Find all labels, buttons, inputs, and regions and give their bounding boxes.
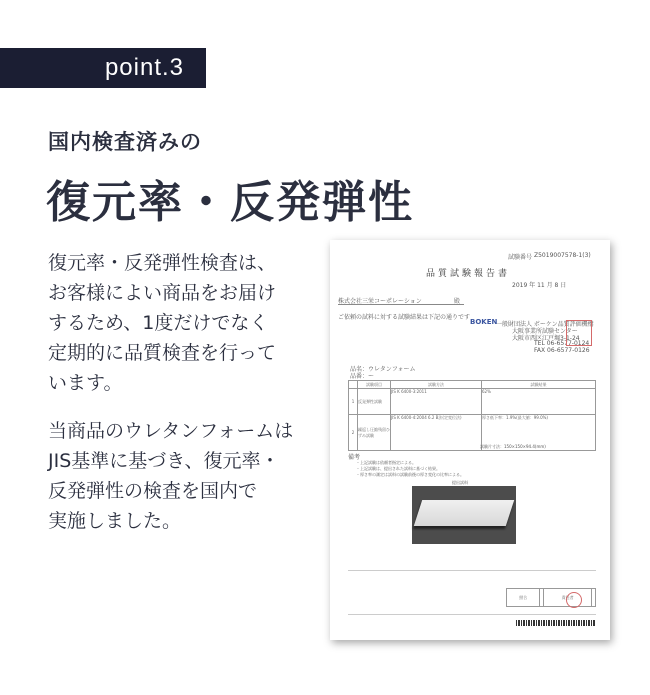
section-title: 復元率・反発弾性	[46, 177, 414, 228]
text-line: するため、1度だけでなく	[48, 312, 269, 334]
paragraph-urethane	[48, 416, 293, 536]
divider	[348, 614, 596, 615]
header-result: 試験結果	[482, 381, 596, 389]
test-report-document	[330, 240, 610, 640]
sign-label: 照合	[507, 589, 540, 607]
note-line: ・上記試験は依頼者指定による。	[356, 460, 416, 465]
document-title: 品質試験報告書	[426, 269, 511, 279]
org-logo: BOKEN	[470, 318, 498, 326]
fax: FAX 06-6577-0126	[534, 347, 590, 354]
text-line: 定期的に品質検査を行って	[48, 342, 277, 364]
row-number: 2	[349, 415, 358, 451]
approval-seal-stamp	[566, 592, 582, 608]
row-method: JIS K 6400-3:2011	[391, 389, 482, 415]
text-line: 反発弾性の検査を国内で	[48, 480, 258, 502]
text-line: お客様によい商品をお届け	[48, 282, 277, 304]
row-item: 反発弾性試験	[358, 389, 391, 415]
text-line: JIS基準に基づき、復元率・	[48, 450, 280, 472]
notes-label: 備考	[348, 454, 361, 461]
tel: TEL 06-6577-0124	[534, 340, 590, 347]
row-number: 1	[349, 389, 358, 415]
item-number: 品番：ー	[350, 373, 375, 380]
text-line: 実施しました。	[48, 510, 182, 532]
divider	[348, 570, 596, 571]
report-date: 2019 年 11 月 8 日	[512, 282, 567, 289]
report-no: Z5019007578-1(3)	[534, 252, 591, 259]
row-result: 厚さ低下率：1.9%(最大値：99.0%)	[482, 415, 596, 451]
paragraph-inspection	[48, 248, 276, 398]
report-no-label: 試験番号	[508, 254, 533, 261]
point-label: point.3	[104, 54, 184, 81]
row-method: JIS K 6400-4:2004 6.2 B法(定変位法)	[391, 415, 482, 451]
org-branch: 大阪事業所試験センター	[512, 328, 578, 335]
barcode	[516, 620, 596, 626]
org-address: 大阪市西区江戸堀3-1-24	[512, 335, 580, 342]
section-subtitle: 国内検査済みの	[48, 130, 202, 154]
row-result: 62%	[482, 389, 596, 415]
addressee-suffix: 殿	[454, 298, 461, 305]
sign-label: 責任者	[544, 589, 592, 607]
note-line: ・上記試験は、提出された試料に基づく結果。	[356, 466, 440, 471]
point-banner	[0, 48, 206, 88]
note-line: ・厚さ率の測定は試料の試験前後の厚さ変化の比率による。	[356, 472, 464, 477]
row-item: 繰返し圧縮残留ひずみ試験	[358, 415, 391, 451]
text-line: います。	[48, 372, 123, 394]
addressee: 株式会社三栄コーポレーション	[338, 298, 422, 305]
item-name: 品名：ウレタンフォーム	[350, 366, 416, 373]
sample-photo	[412, 486, 516, 544]
signature-box	[506, 588, 596, 607]
intro-text: ご依頼の試料に対する試験結果は下記の通りです	[338, 314, 471, 321]
org-seal-stamp	[566, 320, 592, 346]
header-item: 試験項目	[358, 381, 391, 389]
text-line: 復元率・反発弾性検査は、	[48, 252, 277, 274]
photo-caption: 提出試料	[452, 480, 468, 485]
mattress-image	[414, 500, 514, 526]
results-table	[348, 380, 596, 451]
divider	[338, 304, 464, 305]
org-name: 一般財団法人 ボーケン品質評価機構	[496, 321, 594, 328]
text-line: 当商品のウレタンフォームは	[48, 420, 294, 442]
specimen-size: 試験片寸法：150×150×94.4(mm)	[480, 444, 546, 449]
header-method: 試験方法	[391, 381, 482, 389]
